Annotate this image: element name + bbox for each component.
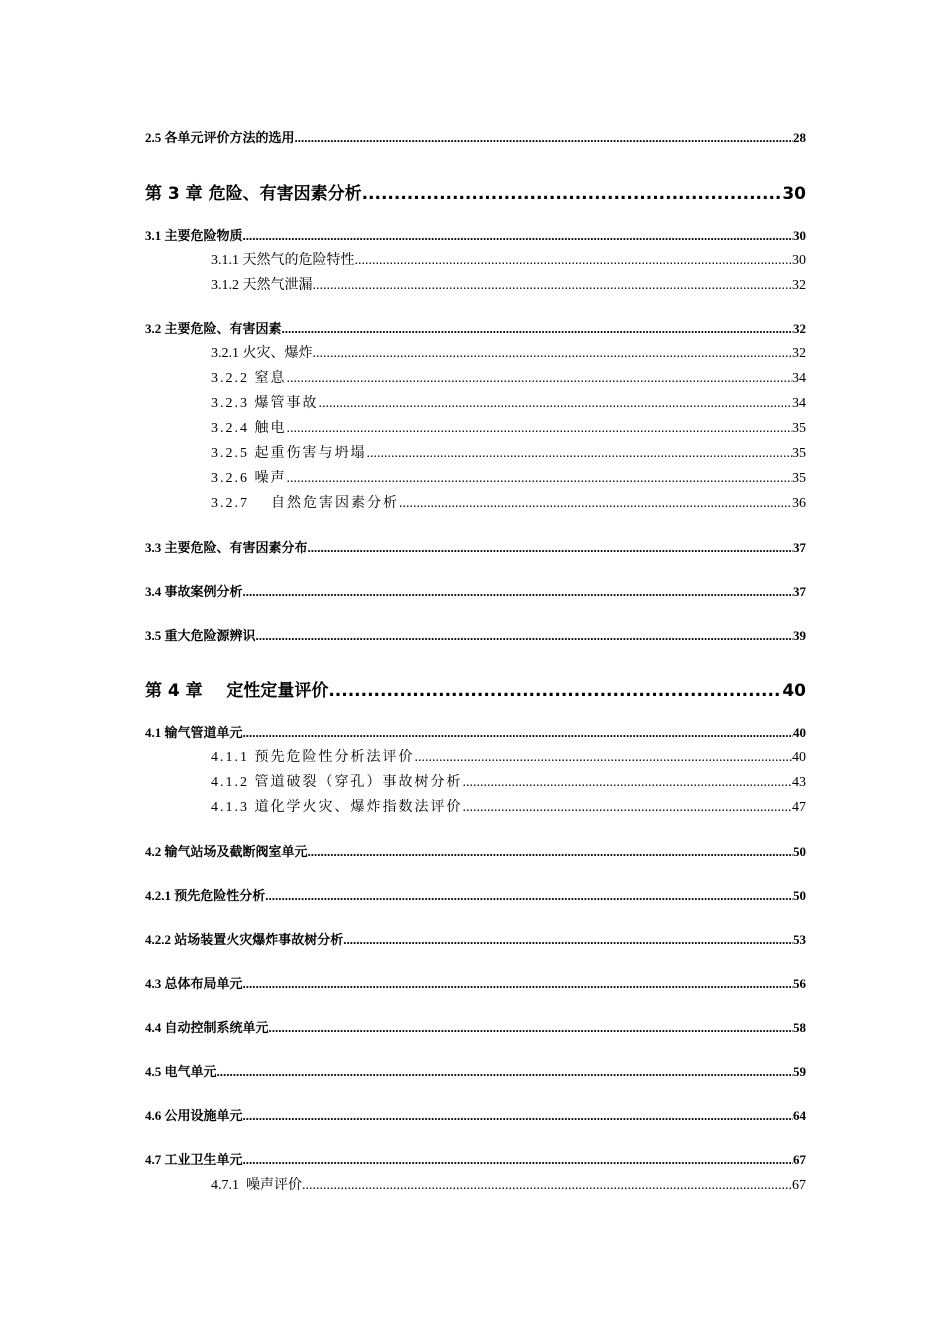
toc-entry-title: 4.7.1 噪声评价 <box>211 1178 302 1193</box>
toc-entry-title: 3.4 事故案例分析 <box>145 584 243 599</box>
toc-entry-4-1[interactable] <box>145 723 806 741</box>
toc-entry-chapter-3[interactable] <box>145 180 806 204</box>
toc-entry-title: 4.5 电气单元 <box>145 1064 217 1079</box>
toc-leader-dots <box>308 844 793 860</box>
toc-entry-3-2-4[interactable] <box>211 419 806 437</box>
toc-entry-page: 59 <box>793 1064 806 1079</box>
toc-entry-title: 3.2.4 触电 <box>211 421 287 436</box>
toc-entry-3-1-1[interactable] <box>211 251 806 269</box>
toc-entry-title: 4.1.3 道化学火灾、爆炸指数法评价 <box>211 800 463 815</box>
toc-entry-title: 4.4 自动控制系统单元 <box>145 1020 269 1035</box>
toc-entry-3-2-2[interactable] <box>211 369 806 387</box>
toc-entry-title: 4.1 输气管道单元 <box>145 725 243 740</box>
toc-entry-page: 40 <box>793 725 806 740</box>
toc-entry-page: 40 <box>782 681 806 701</box>
toc-entry-3-1[interactable] <box>145 226 806 244</box>
toc-entry-title: 3.2.6 噪声 <box>211 471 287 486</box>
toc-leader-dots <box>355 253 793 269</box>
toc-leader-dots <box>313 346 793 362</box>
toc-entry-title: 4.1.1 预先危险性分析法评价 <box>211 750 415 765</box>
toc-leader-dots <box>328 681 782 701</box>
toc-entry-page: 50 <box>793 844 806 859</box>
toc-entry-title: 4.1.2 管道破裂（穿孔）事故树分析 <box>211 775 463 790</box>
toc-entry-page: 32 <box>792 346 806 361</box>
toc-entry-3-4[interactable] <box>145 582 806 600</box>
toc-entry-4-2-2[interactable] <box>145 930 806 948</box>
toc-entry-4-6[interactable] <box>145 1106 806 1124</box>
toc-entry-page: 37 <box>793 540 806 555</box>
toc-entry-title: 4.2.2 站场装置火灾爆炸事故树分析 <box>145 932 344 947</box>
toc-entry-title: 4.6 公用设施单元 <box>145 1108 243 1123</box>
toc-entry-page: 56 <box>793 976 806 991</box>
toc-leader-dots <box>362 184 783 204</box>
toc-leader-dots <box>313 278 793 294</box>
toc-entry-page: 34 <box>792 396 806 411</box>
toc-entry-4-2-1[interactable] <box>145 886 806 904</box>
toc-entry-3-5[interactable] <box>145 626 806 644</box>
toc-leader-dots <box>217 1064 793 1080</box>
toc-entry-page: 50 <box>793 888 806 903</box>
toc-entry-2-5[interactable] <box>145 128 806 146</box>
toc-entry-page: 35 <box>792 421 806 436</box>
toc-entry-title: 3.2.2 窒息 <box>211 371 287 386</box>
toc-leader-dots <box>415 750 793 766</box>
toc-entry-4-7[interactable] <box>145 1150 806 1168</box>
toc-entry-3-2-3[interactable] <box>211 394 806 412</box>
toc-entry-title: 3.2.1 火灾、爆炸 <box>211 346 313 361</box>
toc-leader-dots <box>463 775 793 791</box>
toc-entry-3-3[interactable] <box>145 538 806 556</box>
toc-entry-title: 4.2 输气站场及截断阀室单元 <box>145 844 308 859</box>
toc-entry-page: 58 <box>793 1020 806 1035</box>
toc-leader-dots <box>256 628 793 644</box>
toc-entry-page: 34 <box>792 371 806 386</box>
toc-entry-title: 3.2.7 自然危害因素分析 <box>211 496 399 511</box>
toc-leader-dots <box>287 371 793 387</box>
toc-entry-page: 67 <box>792 1178 806 1193</box>
toc-entry-title: 3.2.5 起重伤害与坍塌 <box>211 446 367 461</box>
toc-entry-page: 32 <box>793 321 806 336</box>
toc-entry-title: 3.1.2 天然气泄漏 <box>211 278 313 293</box>
toc-entry-page: 30 <box>793 228 806 243</box>
toc-entry-page: 67 <box>793 1152 806 1167</box>
toc-leader-dots <box>463 800 793 816</box>
toc-leader-dots <box>367 446 793 462</box>
toc-entry-title: 3.1.1 天然气的危险特性 <box>211 253 355 268</box>
toc-leader-dots <box>243 1108 793 1124</box>
toc-entry-page: 53 <box>793 932 806 947</box>
toc-entry-page: 30 <box>792 253 806 268</box>
toc-entry-page: 39 <box>793 628 806 643</box>
toc-leader-dots <box>302 1178 792 1194</box>
toc-entry-title: 3.5 重大危险源辨识 <box>145 628 256 643</box>
toc-entry-title: 第 3 章 危险、有害因素分析 <box>145 184 362 204</box>
toc-entry-title: 3.2.3 爆管事故 <box>211 396 319 411</box>
toc-leader-dots <box>243 976 793 992</box>
toc-entry-4-2[interactable] <box>145 842 806 860</box>
toc-entry-page: 37 <box>793 584 806 599</box>
toc-entry-title: 4.3 总体布局单元 <box>145 976 243 991</box>
toc-leader-dots <box>265 888 793 904</box>
toc-entry-page: 47 <box>792 800 806 815</box>
toc-leader-dots <box>287 421 793 437</box>
toc-entry-title: 4.2.1 预先危险性分析 <box>145 888 266 903</box>
toc-entry-page: 36 <box>792 496 806 511</box>
toc-leader-dots <box>399 496 792 512</box>
toc-leader-dots <box>243 228 793 244</box>
toc-entry-3-2-6[interactable] <box>211 469 806 487</box>
toc-entry-page: 64 <box>793 1108 806 1123</box>
toc-entry-title: 2.5 各单元评价方法的选用 <box>145 130 295 145</box>
toc-entry-title: 3.1 主要危险物质 <box>145 228 243 243</box>
toc-entry-page: 43 <box>792 775 806 790</box>
toc-entry-page: 40 <box>792 750 806 765</box>
toc-entry-3-2-1[interactable] <box>211 344 806 362</box>
toc-leader-dots <box>269 1020 793 1036</box>
toc-entry-page: 35 <box>792 446 806 461</box>
toc-entry-page: 35 <box>792 471 806 486</box>
toc-leader-dots <box>308 540 793 556</box>
toc-entry-title: 3.3 主要危险、有害因素分布 <box>145 540 308 555</box>
toc-entry-3-2[interactable] <box>145 319 806 337</box>
toc-entry-4-1-1[interactable] <box>211 748 806 766</box>
toc-entry-4-4[interactable] <box>145 1018 806 1036</box>
toc-entry-title: 4.7 工业卫生单元 <box>145 1152 243 1167</box>
toc-leader-dots <box>243 584 793 600</box>
toc-leader-dots <box>282 321 793 337</box>
toc-leader-dots <box>319 396 793 412</box>
toc-leader-dots <box>295 130 793 146</box>
toc-leader-dots <box>243 1152 793 1168</box>
toc-leader-dots <box>243 725 793 741</box>
toc-entry-chapter-4[interactable] <box>145 677 806 701</box>
toc-entry-page: 30 <box>782 184 806 204</box>
toc-entry-3-2-5[interactable] <box>211 444 806 462</box>
toc-entry-4-5[interactable] <box>145 1062 806 1080</box>
toc-leader-dots <box>343 932 793 948</box>
toc-entry-3-2-7[interactable] <box>211 494 806 512</box>
toc-entry-4-7-1[interactable] <box>211 1176 806 1194</box>
toc-entry-page: 32 <box>792 278 806 293</box>
toc-entry-4-1-3[interactable] <box>211 798 806 816</box>
toc-entry-page: 28 <box>793 130 806 145</box>
toc-entry-title: 第 4 章 定性定量评价 <box>145 681 329 701</box>
toc-entry-3-1-2[interactable] <box>211 276 806 294</box>
toc-entry-4-3[interactable] <box>145 974 806 992</box>
toc-entry-4-1-2[interactable] <box>211 773 806 791</box>
toc-entry-title: 3.2 主要危险、有害因素 <box>145 321 282 336</box>
toc-leader-dots <box>287 471 793 487</box>
